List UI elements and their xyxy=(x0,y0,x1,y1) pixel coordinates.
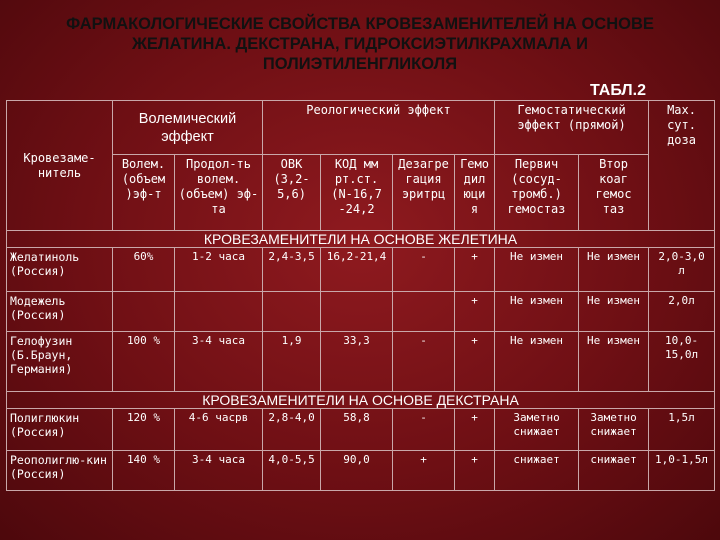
table-label: ТАБЛ.2 xyxy=(590,82,646,99)
cell-vtor: Заметно снижает xyxy=(579,409,649,451)
cell-dez: + xyxy=(393,451,455,491)
cell-dur: 4-6 часрв xyxy=(175,409,263,451)
cell-name: Модежель (Россия) xyxy=(7,292,113,332)
sub-header: Продол-ть волем. (объем) эф-та xyxy=(175,155,263,231)
section-dextran: КРОВЕЗАМЕНИТЕЛИ НА ОСНОВЕ ДЕКСТРАНА xyxy=(7,392,715,409)
table-title: ФАРМАКОЛОГИЧЕСКИЕ СВОЙСТВА КРОВЕЗАМЕНИТЕЛЕЙ НА ОСНОВЕ ЖЕЛАТИНА. ДЕКСТРАНА, ГИДРОКСИЭТИЛКРАХМАЛА И ПОЛИЭТИЛЕНГЛИКОЛЯ xyxy=(66,15,654,73)
cell-ovk: 2,8-4,0 xyxy=(263,409,321,451)
table-row xyxy=(7,248,715,292)
cell-perv: Не измен xyxy=(495,248,579,292)
cell-ovk: 4,0-5,5 xyxy=(263,451,321,491)
header-rheologic: Реологический эффект xyxy=(263,101,495,155)
cell-gem: + xyxy=(455,332,495,392)
cell-dez: - xyxy=(393,332,455,392)
cell-name: Полиглюкин (Россия) xyxy=(7,409,113,451)
sub-header: ОВК (3,2-5,6) xyxy=(263,155,321,231)
cell-vtor: Не измен xyxy=(579,248,649,292)
cell-vtor: Не измен xyxy=(579,292,649,332)
cell-perv: Заметно снижает xyxy=(495,409,579,451)
cell-kod: 16,2-21,4 xyxy=(321,248,393,292)
table-row xyxy=(7,451,715,491)
cell-dose: 10,0-15,0л xyxy=(649,332,715,392)
cell-ovk xyxy=(263,292,321,332)
cell-gem: + xyxy=(455,451,495,491)
cell-ovk: 2,4-3,5 xyxy=(263,248,321,292)
cell-perv: Не измен xyxy=(495,332,579,392)
cell-gem: + xyxy=(455,409,495,451)
cell-perv: Не измен xyxy=(495,292,579,332)
cell-dose: 2,0-3,0 л xyxy=(649,248,715,292)
sub-header: Дезагре гация эритрц xyxy=(393,155,455,231)
cell-name: Реополиглю-кин (Россия) xyxy=(7,451,113,491)
cell-dur: 3-4 часа xyxy=(175,451,263,491)
cell-dose: 1,5л xyxy=(649,409,715,451)
cell-name: Гелофузин (Б.Браун, Германия) xyxy=(7,332,113,392)
cell-ovk: 1,9 xyxy=(263,332,321,392)
cell-vol: 100 % xyxy=(113,332,175,392)
cell-vol: 120 % xyxy=(113,409,175,451)
cell-dur: 1-2 часа xyxy=(175,248,263,292)
header-hemostatic: Гемостатический эффект (прямой) xyxy=(495,101,649,155)
section-gelatin: КРОВЕЗАМЕНИТЕЛИ НА ОСНОВЕ ЖЕЛЕТИНА xyxy=(7,231,715,248)
cell-vtor: Не измен xyxy=(579,332,649,392)
table-row xyxy=(7,292,715,332)
cell-dez xyxy=(393,292,455,332)
cell-gem: + xyxy=(455,248,495,292)
cell-kod: 90,0 xyxy=(321,451,393,491)
cell-dose: 1,0-1,5л xyxy=(649,451,715,491)
cell-vol xyxy=(113,292,175,332)
sub-header: Первич (сосуд-тромб.) гемостаз xyxy=(495,155,579,231)
cell-vol: 140 % xyxy=(113,451,175,491)
cell-vtor: снижает xyxy=(579,451,649,491)
header-max-dose: Мах. сут. доза xyxy=(649,101,715,231)
pharmacology-table xyxy=(6,100,715,491)
cell-dez: - xyxy=(393,248,455,292)
cell-name: Желатиноль (Россия) xyxy=(7,248,113,292)
cell-dur xyxy=(175,292,263,332)
table-row xyxy=(7,409,715,451)
cell-kod: 58,8 xyxy=(321,409,393,451)
sub-header: Гемо дил юци я xyxy=(455,155,495,231)
sub-header: Втор коаг гемос таз xyxy=(579,155,649,231)
sub-header: КОД мм рт.ст. (N-16,7 -24,2 xyxy=(321,155,393,231)
cell-dez: - xyxy=(393,409,455,451)
header-name: Кровезаме-нитель xyxy=(7,101,113,231)
cell-dur: 3-4 часа xyxy=(175,332,263,392)
cell-vol: 60% xyxy=(113,248,175,292)
cell-kod xyxy=(321,292,393,332)
cell-dose: 2,0л xyxy=(649,292,715,332)
cell-kod: 33,3 xyxy=(321,332,393,392)
cell-perv: снижает xyxy=(495,451,579,491)
cell-gem: + xyxy=(455,292,495,332)
sub-header: Волем. (объем )эф-т xyxy=(113,155,175,231)
header-volemic: Волемический эффект xyxy=(113,101,263,155)
table-row xyxy=(7,332,715,392)
